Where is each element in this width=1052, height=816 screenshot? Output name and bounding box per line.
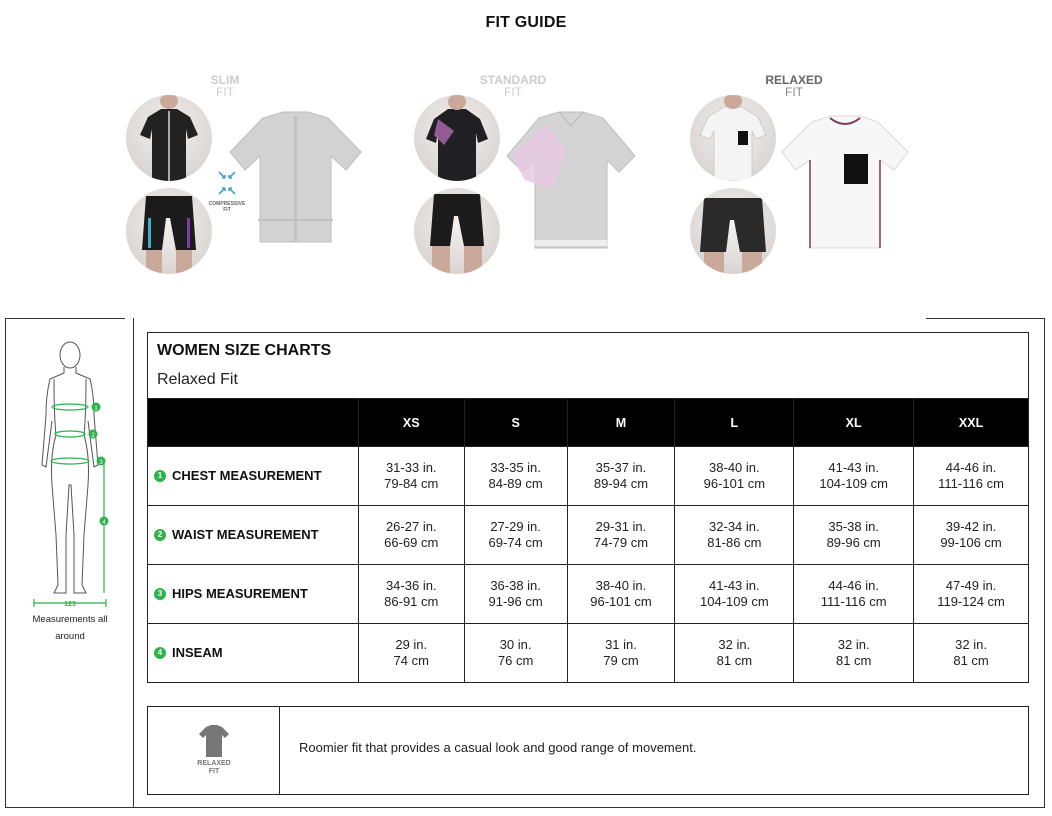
table-cell: 35-38 in. 89-96 cm — [794, 506, 914, 565]
table-cell: 29 in. 74 cm — [358, 624, 464, 683]
fit-icon-label: RELAXED FIT — [197, 760, 231, 775]
fit-panel-slim — [120, 70, 370, 285]
size-header-s: S — [464, 399, 567, 447]
table-cell: 31-33 in. 79-84 cm — [358, 447, 464, 506]
compressive-fit-badge: COMPRESSIVE FIT — [207, 170, 247, 213]
relaxed-shorts-photo — [690, 188, 776, 274]
slim-jersey-photo — [126, 95, 212, 181]
svg-text:4: 4 — [102, 520, 106, 526]
row-label-inseam: 4 INSEAM — [148, 624, 359, 683]
chart-header — [148, 333, 1029, 399]
table-cell: 44-46 in. 111-116 cm — [914, 447, 1029, 506]
table-cell: 47-49 in. 119-124 cm — [914, 565, 1029, 624]
table-cell: 41-43 in. 104-109 cm — [675, 565, 794, 624]
standard-jersey-image — [505, 110, 637, 255]
table-cell: 32-34 in. 81-86 cm — [675, 506, 794, 565]
fit-description-box — [147, 706, 1029, 795]
standard-shorts-photo — [414, 188, 500, 274]
table-cell: 38-40 in. 96-101 cm — [675, 447, 794, 506]
table-cell: 38-40 in. 96-101 cm — [567, 565, 675, 624]
table-cell: 26-27 in. 66-69 cm — [358, 506, 464, 565]
slim-jersey-image — [228, 110, 363, 250]
fit-label-slim: SLIM FIT — [210, 73, 240, 99]
row-label-chest: 1 CHEST MEASUREMENT — [148, 447, 359, 506]
table-cell: 39-42 in. 99-106 cm — [914, 506, 1029, 565]
table-cell: 32 in. 81 cm — [794, 624, 914, 683]
fit-label-standard: STANDARD FIT — [479, 73, 547, 99]
jersey-icon — [148, 707, 280, 759]
size-header-xxl: XXL — [914, 399, 1029, 447]
size-chart-table — [147, 332, 1029, 683]
table-row-inseam — [148, 624, 1029, 683]
table-cell: 34-36 in. 86-91 cm — [358, 565, 464, 624]
fit-label-relaxed: RELAXED FIT — [765, 73, 823, 99]
table-cell: 29-31 in. 74-79 cm — [567, 506, 675, 565]
table-cell: 27-29 in. 69-74 cm — [464, 506, 567, 565]
size-header-xs: XS — [358, 399, 464, 447]
table-row-chest — [148, 447, 1029, 506]
table-cell: 41-43 in. 104-109 cm — [794, 447, 914, 506]
frame-divider — [133, 318, 134, 808]
bottom-markers: 123 — [64, 601, 76, 608]
svg-text:3: 3 — [99, 460, 103, 466]
chart-subtitle: Relaxed Fit — [157, 371, 238, 388]
chart-title: WOMEN SIZE CHARTS — [157, 342, 332, 359]
table-cell: 30 in. 76 cm — [464, 624, 567, 683]
table-cell: 33-35 in. 84-89 cm — [464, 447, 567, 506]
size-header-row — [148, 399, 1029, 447]
table-cell: 32 in. 81 cm — [675, 624, 794, 683]
frame-top-border-right — [926, 318, 1045, 319]
figure-note: Measurements all around — [32, 614, 108, 642]
frame-top-border-left — [5, 318, 125, 319]
svg-text:1: 1 — [94, 406, 98, 412]
row-label-waist: 2 WAIST MEASUREMENT — [148, 506, 359, 565]
measure-marker-1 — [92, 403, 101, 413]
table-cell: 36-38 in. 91-96 cm — [464, 565, 567, 624]
table-row-waist — [148, 506, 1029, 565]
fit-panel-relaxed — [688, 70, 938, 285]
table-cell: 35-37 in. 89-94 cm — [567, 447, 675, 506]
size-header-l: L — [675, 399, 794, 447]
table-cell: 32 in. 81 cm — [914, 624, 1029, 683]
fit-description-text: Roomier fit that provides a casual look and good range of movement. — [299, 740, 697, 755]
row-label-hips: 3 HIPS MEASUREMENT — [148, 565, 359, 624]
standard-jersey-photo — [414, 95, 500, 181]
table-cell: 44-46 in. 111-116 cm — [794, 565, 914, 624]
size-header-m: M — [567, 399, 675, 447]
table-cell: 31 in. 79 cm — [567, 624, 675, 683]
measure-marker-4 — [100, 517, 109, 527]
body-measurement-figure — [20, 335, 120, 615]
slim-shorts-photo — [126, 188, 212, 274]
fit-icon-cell — [148, 707, 280, 794]
size-header-blank — [148, 399, 359, 447]
fit-panel-standard — [408, 70, 658, 285]
size-header-xl: XL — [794, 399, 914, 447]
compress-arrows-icon — [215, 170, 239, 196]
page-title: FIT GUIDE — [485, 14, 567, 31]
svg-text:2: 2 — [91, 433, 95, 439]
table-row-hips — [148, 565, 1029, 624]
relaxed-shirt-photo — [690, 95, 776, 181]
relaxed-shirt-image — [780, 112, 910, 257]
